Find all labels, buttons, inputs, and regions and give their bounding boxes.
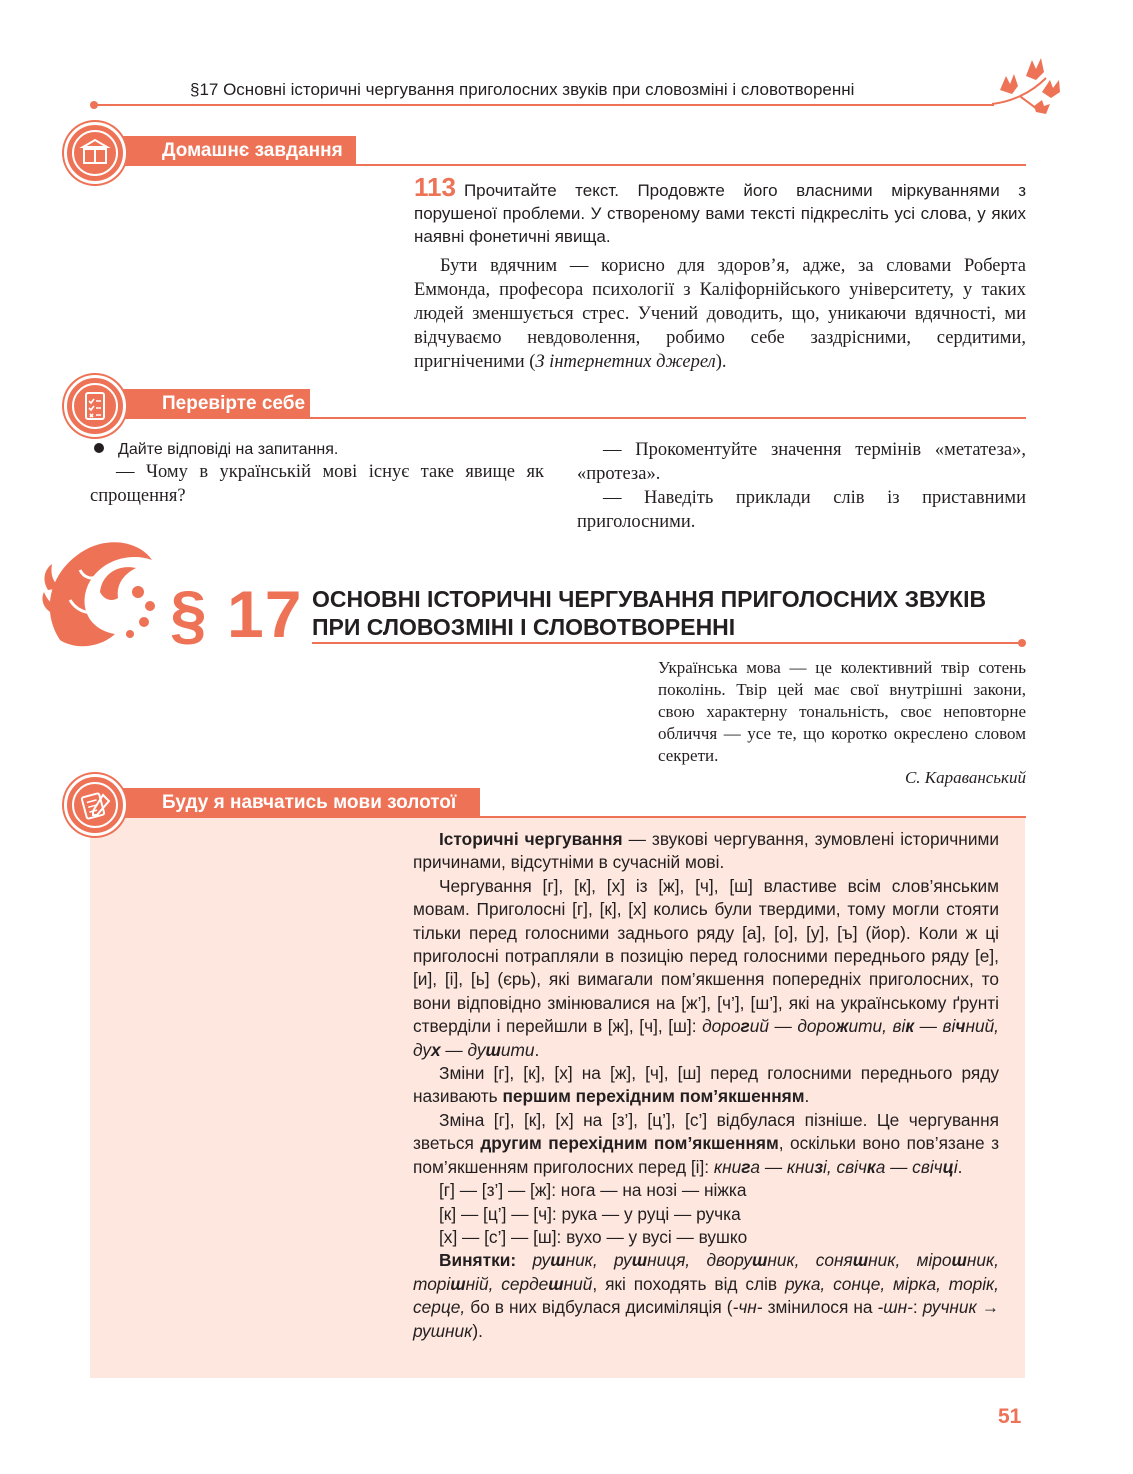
notebook-pen-icon: [64, 774, 126, 836]
alternation-row-k: [к] — [ц’] — [ч]: рука — у руці — ручка: [439, 1203, 741, 1224]
exercise-text-body: Бути вдячним — корисно для здоров’я, адже, за словами Роберта Еммонда, професора психології з Каліфорнійського університету, у таких людей зменшується стрес. Учений доводить, що, уникаючи вдячності, ми відчуваємо невдоволення, робимо себе заздрісними, сердитими, пригніченими (: [414, 256, 1026, 372]
self-check-intro-text: Дайте відповіді на запитання.: [118, 441, 339, 458]
theory-p1: [413, 828, 999, 875]
epigraph-author: С. Караванський: [904, 768, 1026, 787]
exceptions-label: Винятки:: [439, 1250, 517, 1271]
theory-p4: Зміна [г], [к], [х] на [з’], [ц’], [с’] відбулася пізніше. Це чергування зветься другим перехідним пом’якшенням, оскільки воно пов’язане з пом’якшенням приголосних перед [і]: книга — книзі, свічка — свічці.: [413, 1109, 999, 1177]
theory-example-1: дорогий — дорожити, вік — вічний, дух — душити: [413, 1016, 999, 1060]
exercise-text: [414, 254, 1026, 374]
term-historical: Історичні чергування: [439, 829, 623, 849]
homework-rule: [356, 164, 1026, 166]
book-icon: [64, 122, 126, 184]
paragraph-title-line2: ПРИ СЛОВОЗМІНІ І СЛОВОТВОРЕННІ: [312, 614, 736, 640]
checklist-icon: [64, 375, 126, 437]
question-1: — Чому в українській мові існує таке явище як спрощення?: [90, 462, 544, 506]
exercise-instruction: Прочитайте текст. Продовжте його власними міркуваннями з порушеної проблеми. У створеному вами тексті підкресліть усі слова, у яких наявні фонетичні явища.: [414, 181, 1026, 246]
exercise-text-end: ).: [715, 352, 727, 372]
paragraph-title-line1: ОСНОВНІ ІСТОРИЧНІ ЧЕРГУВАННЯ ПРИГОЛОСНИХ ЗВУКІВ: [312, 586, 987, 612]
term-second-palatalization: другим перехідним пом’якшенням: [480, 1133, 779, 1154]
self-check-rule: [310, 417, 1026, 419]
question-3: — Наведіть приклади слів із приставними приголосними.: [577, 488, 1026, 532]
bullet-icon: [94, 443, 104, 453]
self-check-intro: [94, 438, 544, 461]
theory-p2: Чергування [г], [к], [х] із [ж], [ч], [ш] властиве всім слов’янським мовам. Приголосні [г], [к], [х] колись були твердими, тому могли стояти тільки перед голосними заднього ряду [а], [о], [у], [ъ] (йор). Коли ж ці приголосні потрапляли в позицію перед голосними переднього ряду [е], [и], [і], [ь] (єрь), які вимагали пом’якшення попередніх приголосних, то вони відповідно змінювалися на [ж’], [ч’], [ш’], які на українському ґрунті стверділи і перейшли в [ж], [ч], [ш]: дорогий — дорожити, вік — вічний, дух — душити.: [413, 875, 999, 1060]
paragraph-title: [312, 585, 986, 641]
theory-text: [413, 828, 999, 1343]
epigraph: Українська мова — це колективний твір сотень поколінь. Твір цей має свої внутрішні закони, свою характерну тональність, своє неповторне обличчя — усе те, що коротко окреслено словом секрети.: [658, 658, 1026, 765]
theory-p3: Зміни [г], [к], [х] на [ж], [ч], [ш] перед голосними переднього ряду називають першим перехідним пом’якшенням.: [413, 1063, 999, 1107]
header-rule-dot: [90, 101, 98, 109]
alternation-row-kh: [х] — [с’] — [ш]: вухо — у вусі — вушко: [439, 1226, 748, 1247]
homework-label: Домашнє завдання: [100, 136, 356, 166]
theory-rule: [480, 816, 1026, 818]
running-head: §17 Основні історичні чергування приголосних звуків при словозміні і словотворенні: [190, 80, 855, 99]
exercise-number: 113: [414, 172, 456, 202]
theory-exceptions: Винятки: рушник, рушниця, дворушник, соняшник, мірошник, торішній, сердешний, які походять від слів рука, сонце, мірка, торік, серце, бо в них відбулася дисиміляція (-чн- змінилося на -шн-: ручник → рушник).: [413, 1250, 999, 1341]
theory-label: Буду я навчатись мови золотої: [100, 788, 480, 818]
theory-p2-text: Чергування [г], [к], [х] із [ж], [ч], [ш] властиве всім слов’янським мовам. Приголосні [г], [к], [х] колись були твердими, тому могли стояти тільки перед голосними заднього ряду [а], [о], [у], [ъ] (йор). Коли ж ці приголосні потрапляли в позицію перед голосними переднього ряду [е], [и], [і], [ь] (єрь), які вимагали пом’якшення попередніх приголосних, то вони відповідно змінювалися на [ж’], [ч’], [ш’], які на українському ґрунті стверділи і перейшли в [ж], [ч], [ш]:: [413, 875, 999, 1037]
alternation-row-g: [г] — [з’] — [ж]: нога — на нозі — ніжка: [439, 1180, 747, 1201]
question-2: — Прокоментуйте значення термінів «метатеза», «протеза».: [577, 440, 1026, 484]
term-first-palatalization: першим перехідним пом’якшенням: [502, 1086, 805, 1107]
paragraph-number: § 17: [170, 577, 303, 651]
theory-p1-rest: — звукові чергування, зумовлені історичними причинами, відсутніми в сучасній мові.: [413, 829, 1000, 873]
folk-ornament-icon: [40, 530, 170, 660]
flower-ornament-icon: [990, 54, 1070, 118]
exercise-text-source: З інтернетних джерел: [535, 352, 716, 372]
header-rule: [94, 104, 994, 106]
self-check-label: Перевірте себе: [100, 389, 310, 419]
paragraph-rule-dot: [1018, 639, 1026, 647]
page-number: 51: [998, 1405, 1022, 1428]
paragraph-rule: [312, 642, 1020, 644]
theory-example-2: книга — книзі, свічка — свічці: [713, 1156, 958, 1177]
exercise-113: [414, 172, 1026, 248]
